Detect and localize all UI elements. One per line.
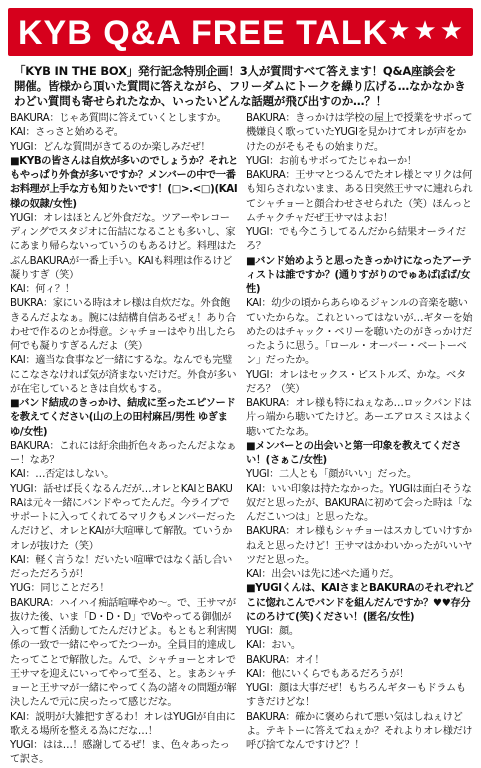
dialogue-line: YUGI：オレはほとんど外食だな。ツアーやレコーディングでスタジオに缶詰になることも多いし、家にあまり帰らないっていうのもあるけど。料理はたぶんBAKURAが一番上手い。KAIも料理は作るけど凝りすぎ（笑） <box>10 212 237 281</box>
dialogue-line: KAI：他にいくらでもあるだろうが！ <box>246 668 409 680</box>
dialogue-line: KAI：いい印象は持たなかった。YUGIは面白そうな奴だと思ったが、BAKURAに初めて会った時は「なんだこいつは」と思ったな。 <box>246 483 473 523</box>
dialogue-line: YUGI：オレはセックス・ピストルズ、かな。ベタだろ？（笑） <box>246 369 466 395</box>
dialogue-line: YUGI：でも今こうしてるんだから結果オーライだろ？ <box>246 227 466 253</box>
dialogue-line: YUGI：はは…！感謝してるぜ！ま、色々あったって訳さ。 <box>10 740 230 766</box>
dialogue-line: KAI：軽く言うな！だいたい喧嘩ではなく話し合いだっただろうが！ <box>10 554 233 580</box>
question-heading: ■YUGIくんは、KAIさまとBAKURAのそれぞれどこに惚れこんでバンドを組んだんですか？♥♥存分にのろけて(笑)ください！(匿名/女性) <box>246 583 474 623</box>
right-column <box>246 112 474 753</box>
title-banner <box>8 8 473 56</box>
dialogue-line: BAKURA：確かに褒められて悪い気はしねぇけどよ。テキトーに答えてねぇか？それよりオレ様だけ呼び捨てなんですけど？！ <box>246 711 473 751</box>
dialogue-line: BUKRA：家にいる時はオレ様は自炊だな。外食飽きるんだよなぁ。腕には結構自信あるぜぇ！あり合わせで作るのとか得意。シャチョーはやり出したら何でも凝りすぎるんだよ（笑） <box>10 298 236 352</box>
dialogue-line: BAKURA：オイ！ <box>246 654 325 666</box>
dialogue-line: YUG：同じことだろ！ <box>10 583 110 595</box>
dialogue-line: YUGI：顔。 <box>246 626 299 637</box>
dialogue-line: YUGI：どんな質問がきてるのか楽しみだぜ！ <box>10 141 211 153</box>
dialogue-line: YUGI：二人とも「顔がいい」だった。 <box>246 469 417 481</box>
question-heading: ■KYBの皆さんは自炊が多いのでしょうか？それともやっぱり外食が多いですか？メンバーの中で一番お料理が上手な方も知りたいです！(□>.<□)(KAI様の奴隷/女性) <box>10 155 239 210</box>
dialogue-line: KAI：出会いは先に述べた通りだ。 <box>246 569 400 580</box>
question-heading: ■バンド始めようと思ったきっかけになったアーティストは誰ですか？(通りすがりのでゅあばぼば/女性) <box>246 255 472 295</box>
dialogue-line: KAI：説明が大雑把すぎるわ！オレはYUGIが自由に歌える場所を整える為にだな…！ <box>10 711 236 737</box>
question-heading: ■バンド結成のきっかけ、結成に至ったエピソードを教えてください(山の上の田村麻呂/男性 ゆぎまゆ/女性) <box>10 398 236 438</box>
dialogue-line: KAI：おい。 <box>246 640 301 652</box>
dialogue-line: KAI：適当な食事など一緒にするな。なんでも完璧にこなさなければ気が済まないだけだ。外食が多いが在宅しているときは自炊もする。 <box>10 355 237 395</box>
dialogue-line: BAKURA：オレ様も特にねぇなあ…ロックバンドは片っ端から聴いてたけど。あーエアロスミスはよく聴いてたなあ。 <box>246 398 473 438</box>
star-icon: ★ <box>387 16 411 46</box>
dialogue-line: KAI：何ィ？！ <box>10 284 75 295</box>
dialogue-line: KAI：幼少の頃からあらゆるジャンルの音楽を聴いていたからな。これといってはないが…ギターを始めたのはチャック・ベリーを聴いたのがきっかけだったように思う。「ロール・オーバー・ベートーベン」だったか。 <box>246 298 473 367</box>
dialogue-line: BAKURA：ハイハイ痴話喧嘩やめ～。で、王サマが抜けた後、いま「D・D・D」でVoやってる御伽が入って暫く活動してたんだけどよ。もともと利害関係の一致で一緒にやってたつーか。全員目的達成したってことで解散した。んで、シャチョーとオレで王サマを迎えにいってやって至る、と。まあシャチョーと王サマが一緒にやってく為の諸々の問題が解決したんで元に戻ったって感じだな。 <box>10 597 237 709</box>
star-decoration <box>387 16 463 46</box>
star-icon: ★ <box>413 16 437 46</box>
dialogue-line: KAI：さっさと始めるぞ。 <box>10 127 124 139</box>
left-column <box>10 112 238 768</box>
page-title: KYB Q&A FREE TALK <box>18 14 389 52</box>
dialogue-line: BAKURA：オレ様もシャチョーはスカしていけすかねえと思ったけど！王サマはかわいかったがいいヤツだと思った。 <box>246 526 473 566</box>
dialogue-line: BAKURA：きっかけは学校の屋上で授業をサボって機嫌良く歌っていたYUGIを見かけてオレが声をかけたのがそもそもの始まりだ。 <box>246 113 473 153</box>
dialogue-line: BAKURA：これには紆余曲折色々あったんだよなぁー！なあ？ <box>10 440 237 466</box>
dialogue-line: YUGI：話せば長くなるんだが…オレとKAIとBAKURAは元々一緒にバンドやってたんだ。今ライブでサポートに入ってくれてるマリクもメンバーだったんだけど、オレとKAIが大喧嘩して解散。ていうかオレが抜けた（笑） <box>10 483 236 552</box>
dialogue-line: YUGI：お前もサボってたじゃねーか！ <box>246 155 417 167</box>
dialogue-line: KAI：…否定はしない。 <box>10 469 114 481</box>
dialogue-line: BAKURA：王サマとつるんでたオレ様とマリクは何も知らされないまま、ある日突然王サマに連れられてシャチョーと顔合わせさせられた（笑）ほんっとムチャクチャだぜ王サマはよお！ <box>246 170 473 224</box>
dialogue-line: YUGI：顔は大事だぜ！もちろんギターもドラムもすきだけどな！ <box>246 683 466 709</box>
dialogue-line: BAKURA：じゃあ質問に答えていくとしますか。 <box>10 113 227 124</box>
intro-paragraph: 「KYB IN THE BOX」発行記念特別企画！3人が質問すべて答えます！Q&A座談会を開催。皆様から頂いた質問に答えながら、フリーダムにトークを繰り広げる…なかなかきわどい質問も寄せられたなか、いったいどんな話題が飛び出すのか…？！ <box>14 64 466 109</box>
star-icon: ★ <box>439 16 463 46</box>
question-heading: ■メンバーとの出会いと第一印象を教えてください！(さぁこ/女性) <box>246 440 462 466</box>
